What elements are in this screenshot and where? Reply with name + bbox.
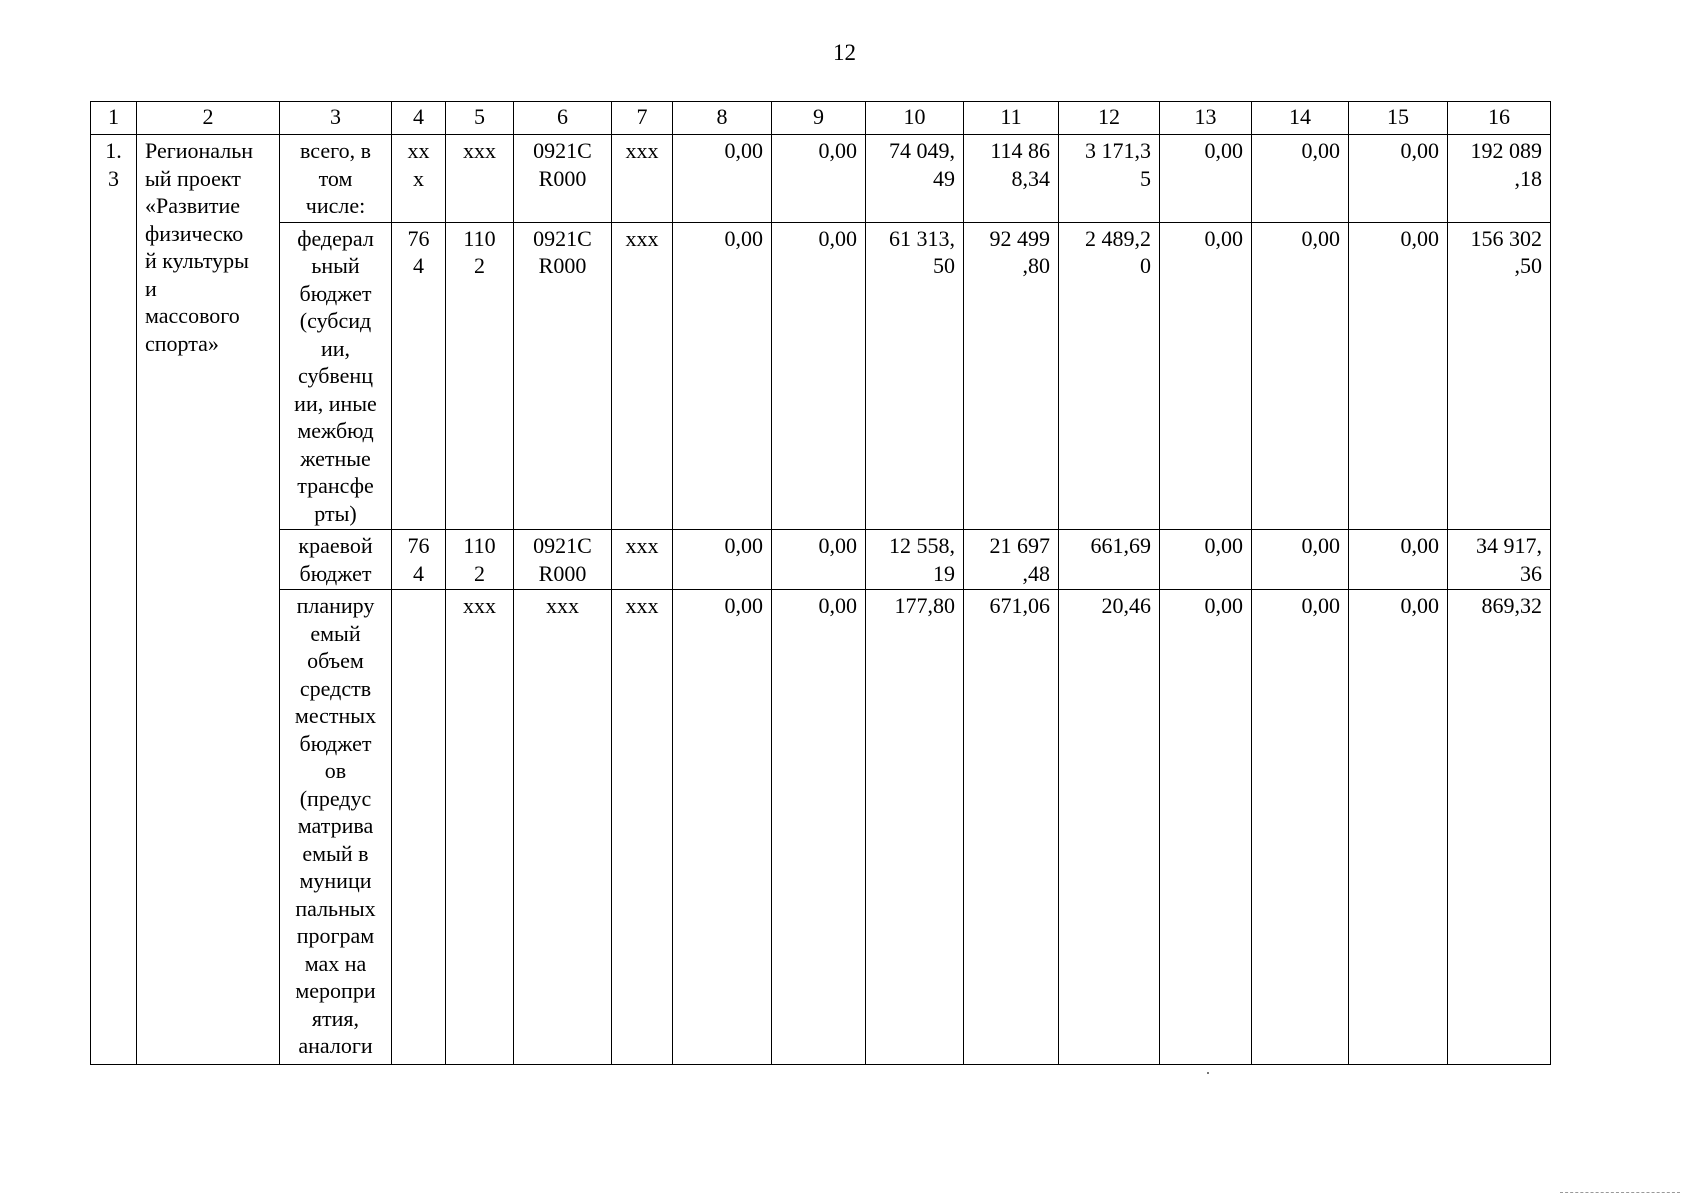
amount-cell: 3 171,3 5 [1059,135,1160,223]
table-row-local-budgets [91,590,1551,1065]
amount-cell: 192 089 ,18 [1448,135,1551,223]
amount-cell: 156 302 ,50 [1448,222,1551,530]
amount-cell: 12 558, 19 [866,530,964,590]
code-cell [392,590,446,1065]
header-cell: 12 [1059,102,1160,135]
code-cell: ххх [446,135,514,223]
amount-cell: 0,00 [1349,590,1448,1065]
header-cell: 8 [673,102,772,135]
project-name-cell: Региональн ый проект «Развитие физическо й культуры и массового спорта» [137,135,280,1065]
code-cell: ххх [612,590,673,1065]
funding-source-cell: федерал ьный бюджет (субсид ии, субвенц ии, иные межбюд жетные трансфе рты) [280,222,392,530]
code-cell: хх х [392,135,446,223]
header-cell: 4 [392,102,446,135]
code-cell: ххх [514,590,612,1065]
code-cell: 76 4 [392,530,446,590]
code-cell: 0921С R000 [514,530,612,590]
amount-cell: 869,32 [1448,590,1551,1065]
table-row-total [91,135,1551,223]
header-cell: 3 [280,102,392,135]
code-cell: 0921С R000 [514,222,612,530]
header-cell: 2 [137,102,280,135]
amount-cell: 92 499 ,80 [964,222,1059,530]
header-cell: 16 [1448,102,1551,135]
amount-cell: 0,00 [772,135,866,223]
amount-cell: 0,00 [1160,135,1252,223]
amount-cell: 0,00 [1252,530,1349,590]
header-cell: 9 [772,102,866,135]
amount-cell: 0,00 [673,530,772,590]
header-cell: 6 [514,102,612,135]
amount-cell: 0,00 [772,530,866,590]
funding-source-cell: краевой бюджет [280,530,392,590]
column-number-header-row [91,102,1551,135]
code-cell: ххх [446,590,514,1065]
row-number-cell: 1. 3 [91,135,137,1065]
amount-cell: 0,00 [1160,590,1252,1065]
code-cell: 110 2 [446,222,514,530]
amount-cell: 0,00 [1252,590,1349,1065]
amount-cell: 34 917, 36 [1448,530,1551,590]
amount-cell: 0,00 [1349,135,1448,223]
amount-cell: 0,00 [772,590,866,1065]
amount-cell: 74 049, 49 [866,135,964,223]
amount-cell: 0,00 [673,590,772,1065]
scan-edge-marks [1560,1192,1680,1195]
code-cell: 0921С R000 [514,135,612,223]
code-cell: 76 4 [392,222,446,530]
amount-cell: 177,80 [866,590,964,1065]
header-cell: 1 [91,102,137,135]
table-row-regional-budget [91,530,1551,590]
amount-cell: 0,00 [1160,530,1252,590]
header-cell: 13 [1160,102,1252,135]
header-cell: 14 [1252,102,1349,135]
code-cell: ххх [612,222,673,530]
budget-table [90,101,1551,1065]
amount-cell: 2 489,2 0 [1059,222,1160,530]
amount-cell: 671,06 [964,590,1059,1065]
code-cell: 110 2 [446,530,514,590]
amount-cell: 0,00 [1252,222,1349,530]
amount-cell: 20,46 [1059,590,1160,1065]
code-cell: ххх [612,135,673,223]
amount-cell: 114 86 8,34 [964,135,1059,223]
scan-speck [1207,1072,1209,1074]
amount-cell: 61 313, 50 [866,222,964,530]
page-number: 12 [833,40,856,65]
code-cell: ххх [612,530,673,590]
amount-cell: 0,00 [673,135,772,223]
funding-source-cell: планиру емый объем средств местных бюджет ов (предус матрива емый в муници пальных програм мах на меропри ятия, аналоги [280,590,392,1065]
header-cell: 11 [964,102,1059,135]
amount-cell: 0,00 [1349,222,1448,530]
amount-cell: 0,00 [673,222,772,530]
amount-cell: 21 697 ,48 [964,530,1059,590]
header-cell: 5 [446,102,514,135]
header-cell: 10 [866,102,964,135]
table-row-federal-budget [91,222,1551,530]
header-cell: 7 [612,102,673,135]
amount-cell: 0,00 [1252,135,1349,223]
amount-cell: 661,69 [1059,530,1160,590]
amount-cell: 0,00 [1160,222,1252,530]
funding-source-cell: всего, в том числе: [280,135,392,223]
header-cell: 15 [1349,102,1448,135]
amount-cell: 0,00 [772,222,866,530]
amount-cell: 0,00 [1349,530,1448,590]
